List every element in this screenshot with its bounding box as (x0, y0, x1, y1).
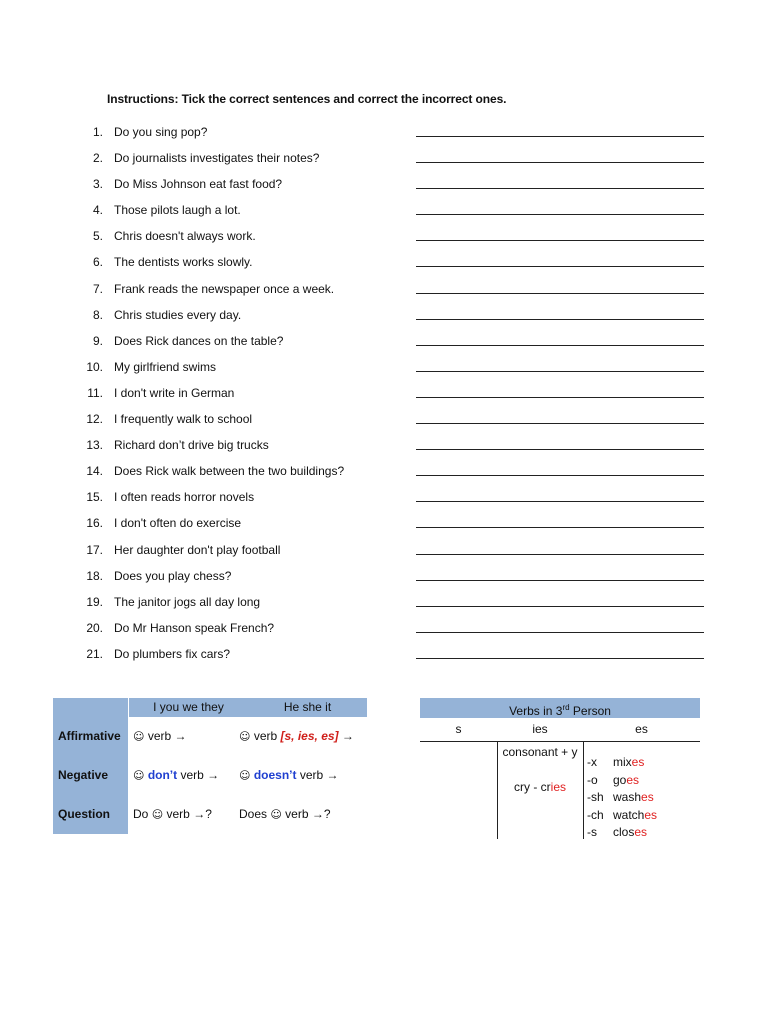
question-text: Do journalists investigates their notes? (114, 151, 320, 166)
question-text: Richard don’t drive big trucks (114, 438, 269, 453)
question-text: My girlfriend swims (114, 359, 217, 374)
question-list (80, 122, 710, 670)
verb-text: verb (180, 768, 204, 782)
title-text: Verbs in 3 (509, 704, 563, 718)
instructions: Instructions: Tick the correct sentences and correct the incorrect ones. (107, 92, 507, 106)
answer-line[interactable] (416, 501, 704, 502)
answer-line[interactable] (416, 162, 704, 163)
aux-does: Does (239, 807, 268, 821)
answer-line[interactable] (416, 580, 704, 581)
es-suffix: -ch (587, 807, 604, 822)
es-suffix: -s (587, 825, 597, 839)
aux-dont: don’t (147, 768, 178, 782)
aux-do: Do (133, 807, 149, 821)
question-row (80, 279, 710, 305)
question-row (80, 409, 710, 435)
question-text: Her daughter don't play football (114, 542, 281, 557)
verb-text: verb (299, 768, 324, 782)
es-item (587, 773, 639, 787)
answer-line[interactable] (416, 371, 704, 372)
question-row (80, 383, 710, 409)
question-number: 3. (92, 177, 103, 192)
answer-line[interactable] (416, 658, 704, 659)
question-number: 9. (92, 333, 103, 348)
es-suffix: -x (587, 755, 597, 769)
question-number: 1. (92, 125, 103, 139)
question-text: Does you play chess? (114, 568, 232, 583)
question-number: 12. (86, 412, 103, 427)
col-header-s: s (455, 722, 462, 736)
negative-singular-cell (239, 768, 339, 782)
question-text: I don't write in German (114, 385, 235, 400)
question-row (80, 513, 710, 539)
answer-line[interactable] (416, 214, 704, 215)
question-row (80, 592, 710, 618)
answer-line[interactable] (416, 319, 704, 320)
question-plural-cell (133, 807, 212, 821)
es-word-end: es (626, 772, 640, 787)
verb-text: verb (285, 807, 309, 821)
answer-line[interactable] (416, 136, 704, 137)
question-row (80, 566, 710, 592)
question-text: The dentists works slowly. (114, 255, 253, 270)
question-text: I often reads horror novels (114, 490, 255, 505)
verb-text: verb (166, 807, 190, 821)
es-word-base: clos (613, 825, 635, 839)
row-label-negative: Negative (58, 768, 109, 782)
question-row (80, 174, 710, 200)
question-number: 16. (86, 516, 103, 531)
question-row (80, 148, 710, 174)
question-number: 19. (86, 594, 103, 609)
question-text: Do plumbers fix cars? (114, 646, 231, 661)
question-row (80, 618, 710, 644)
question-number: 7. (92, 281, 103, 296)
col-header-es: es (635, 722, 648, 736)
question-text: I don't often do exercise (114, 516, 242, 531)
aux-doesnt: doesn’t (253, 768, 297, 782)
affirmative-plural-cell (133, 729, 187, 743)
es-word-end: es (641, 790, 654, 804)
smiley-icon: ☺ (270, 808, 282, 821)
answer-line[interactable] (416, 423, 704, 424)
es-word-end: es (634, 825, 648, 839)
title-sup: rd (562, 703, 570, 712)
smiley-icon: ☺ (133, 769, 145, 782)
question-number: 18. (86, 568, 103, 583)
affirmative-singular-cell (239, 729, 354, 743)
es-item (587, 808, 657, 822)
es-item (587, 825, 647, 839)
es-word-base: watch (613, 807, 645, 822)
question-number: 5. (92, 229, 103, 244)
answer-line[interactable] (416, 188, 704, 189)
arrow-icon: → (174, 729, 187, 743)
question-number: 21. (86, 646, 103, 661)
question-number: 13. (86, 438, 103, 453)
question-number: 14. (86, 464, 103, 479)
question-text: Does Rick dances on the table? (114, 333, 284, 348)
question-number: 6. (92, 255, 103, 270)
smiley-icon: ☺ (239, 769, 251, 782)
question-number: 10. (86, 359, 103, 374)
question-row (80, 461, 710, 487)
question-text: Do Mr Hanson speak French? (114, 620, 275, 635)
answer-line[interactable] (416, 240, 704, 241)
question-row (80, 487, 710, 513)
header-i-you-we-they: I you we they (153, 700, 224, 714)
es-word-base: go (613, 772, 627, 787)
question-row (80, 305, 710, 331)
answer-line[interactable] (416, 632, 704, 633)
answer-line[interactable] (416, 527, 704, 528)
question-row (80, 357, 710, 383)
row-label-affirmative: Affirmative (58, 729, 121, 743)
question-row (80, 252, 710, 278)
row-label-question: Question (58, 807, 111, 821)
verbs-table-title (420, 698, 700, 718)
smiley-icon: ☺ (133, 730, 145, 743)
es-item (587, 790, 654, 804)
question-text: I frequently walk to school (114, 412, 253, 427)
question-number: 8. (92, 307, 103, 322)
es-item (587, 755, 644, 769)
ies-example (497, 780, 583, 794)
question-row (80, 540, 710, 566)
answer-line[interactable] (416, 345, 704, 346)
suffix-note: [s, ies, es] (280, 729, 339, 743)
question-singular-cell (239, 807, 331, 821)
arrow-icon: → (341, 729, 354, 743)
question-text: Chris studies every day. (114, 307, 242, 322)
question-number: 17. (86, 542, 103, 557)
es-word-end: es (631, 755, 645, 769)
question-row (80, 331, 710, 357)
question-text: Frank reads the newspaper once a week. (114, 281, 335, 296)
ies-rule: consonant + y (502, 745, 578, 759)
grammar-table-header (129, 698, 367, 718)
question-number: 15. (86, 490, 103, 505)
answer-line[interactable] (416, 397, 704, 398)
arrow-icon: → (326, 768, 339, 782)
question-number: 4. (92, 203, 103, 218)
question-row (80, 644, 710, 670)
answer-line[interactable] (416, 475, 704, 476)
col-header-ies: ies (532, 722, 548, 736)
question-row (80, 200, 710, 226)
arrow-icon: → (207, 768, 220, 782)
answer-line[interactable] (416, 554, 704, 555)
question-row (80, 226, 710, 252)
arrow-question: →? (193, 807, 212, 821)
question-text: Does Rick walk between the two buildings? (114, 464, 345, 479)
question-row (80, 435, 710, 461)
answer-line[interactable] (416, 449, 704, 450)
negative-plural-cell (133, 768, 219, 782)
column-divider (583, 741, 584, 839)
question-text: Chris doesn't always work. (114, 229, 256, 244)
question-text: Do you sing pop? (114, 125, 208, 139)
verb-text: verb (253, 729, 278, 743)
es-suffix: -o (587, 772, 598, 787)
es-word-end: es (644, 807, 658, 822)
question-number: 11. (87, 385, 103, 400)
answer-line[interactable] (416, 266, 704, 267)
es-word-base: mix (613, 755, 632, 769)
ies-example-base: cry - cr (514, 780, 551, 794)
answer-line[interactable] (416, 606, 704, 607)
smiley-icon: ☺ (239, 730, 251, 743)
header-he-she-it: He she it (283, 700, 332, 714)
question-text: Do Miss Johnson eat fast food? (114, 177, 283, 192)
answer-line[interactable] (416, 293, 704, 294)
title-text-end: Person (572, 704, 611, 718)
es-suffix: -sh (587, 790, 604, 804)
es-word-base: wash (613, 790, 642, 804)
ies-example-suffix: ies (550, 780, 566, 794)
question-number: 20. (86, 620, 103, 635)
question-text: Those pilots laugh a lot. (114, 203, 241, 218)
question-number: 2. (92, 151, 103, 166)
question-text: The janitor jogs all day long (114, 594, 261, 609)
header-divider (420, 741, 700, 742)
smiley-icon: ☺ (151, 808, 164, 821)
question-row (80, 122, 710, 148)
verb-text: verb (147, 729, 172, 743)
arrow-question: →? (311, 807, 331, 821)
